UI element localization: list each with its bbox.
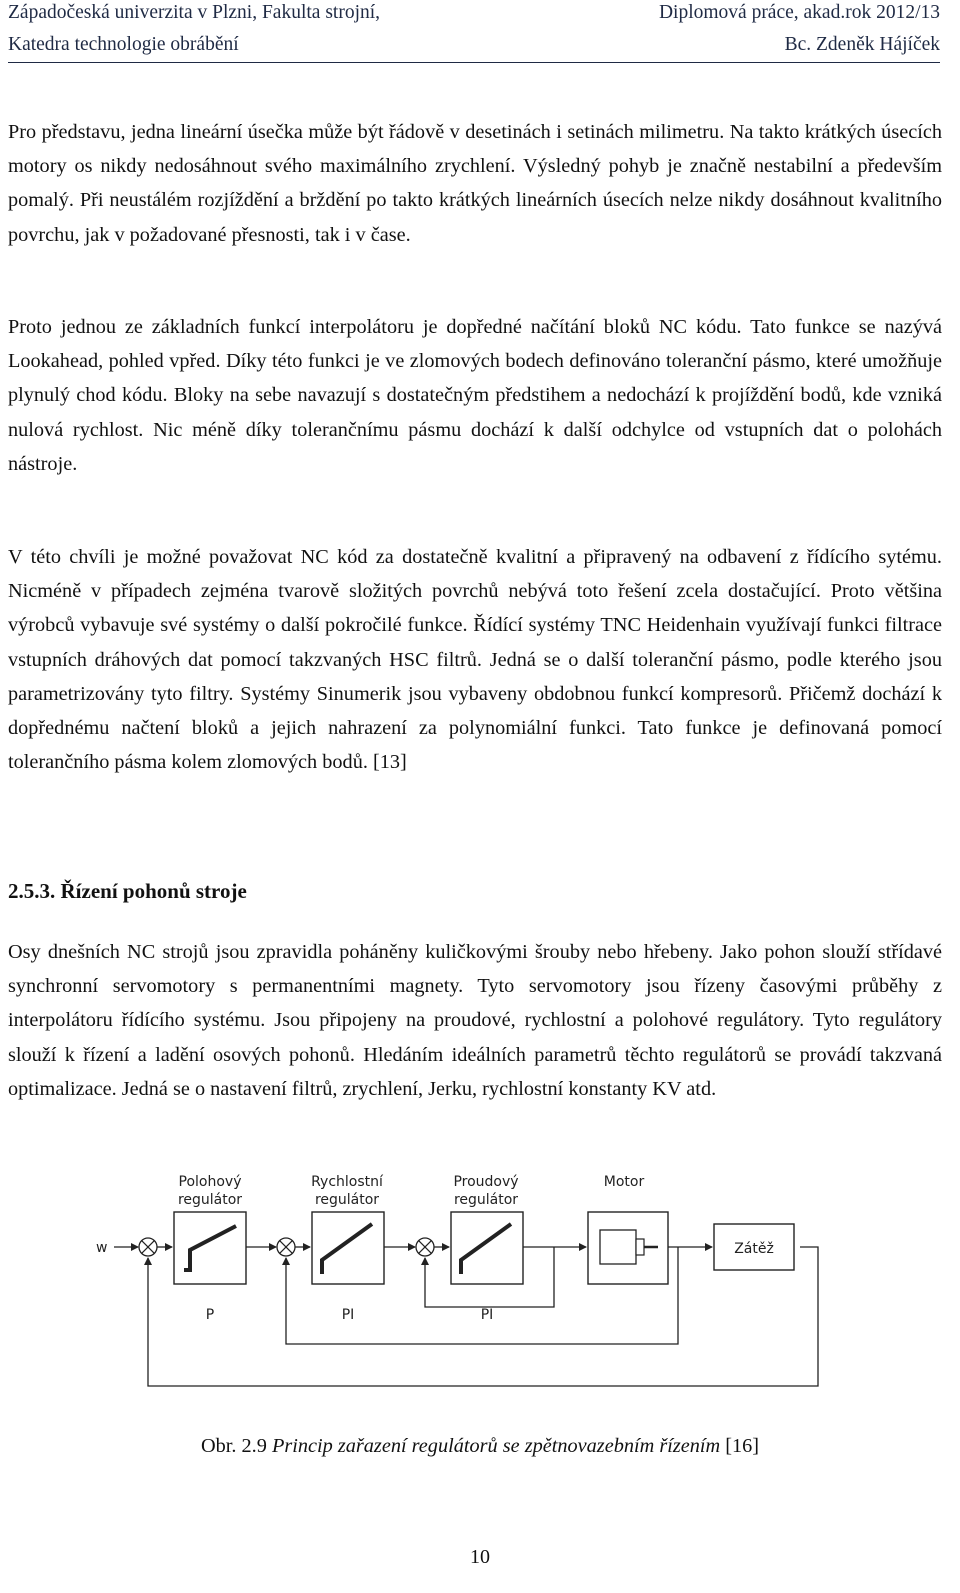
header-divider xyxy=(8,62,940,63)
label-speed-regulator-1: Rychlostní xyxy=(311,1174,383,1190)
summing-junction-3 xyxy=(416,1238,434,1256)
input-label-w: w xyxy=(96,1240,108,1256)
label-position-regulator-1: Polohový xyxy=(178,1174,242,1190)
paragraph-1: Pro představu, jedna lineární úsečka může být řádově v desetinách i setinách milimetru. Na takto krátkých úsecích motory os nikdy nedosáhnout svého maximálního zrychlení. Výsledný pohyb je značně nestabilní a především pomalý. Při neustálém rozjíždění a brždění po takto krátkých lineárních úsecích nelze nikdy dosáhnout kvalitního povrchu, jak v požadované přesnosti, tak i v čase. xyxy=(8,121,942,246)
caption-reference: [16] xyxy=(720,1435,760,1457)
header-department: Katedra technologie obrábění xyxy=(8,34,239,55)
caption-title: Princip zařazení regulátorů se zpětnovazebním řízením xyxy=(271,1435,721,1457)
label-motor: Motor xyxy=(603,1174,645,1190)
section-heading: 2.5.3. Řízení pohonů stroje xyxy=(8,879,247,903)
paragraph-2: Proto jednou ze základních funkcí interpolátoru je dopředné načítání bloků NC kódu. Tato funkce se nazývá Lookahead, pohled vpřed. Díky této funkci je ve zlomových bodech definováno toleranční pásmo, které umožňuje plynulý chod kódu. Bloky na sebe navazují s dostatečným předstihem a nedochází k projíždění bodů, kde vzniká nulová rychlost. Nic méně díky tolerančnímu pásmu dochází k další odchylce od vstupních dat o polohách nástroje. xyxy=(8,316,942,475)
header-university: Západočeská univerzita v Plzni, Fakulta strojní, xyxy=(8,2,381,23)
type-label-pi-2: PI xyxy=(480,1307,494,1323)
motor-block xyxy=(588,1212,668,1284)
figure-caption xyxy=(0,1432,960,1460)
label-speed-regulator-2: regulátor xyxy=(314,1192,380,1208)
paragraph-4: Osy dnešních NC strojů jsou zpravidla poháněny kuličkovými šrouby nebo hřebeny. Jako pohon slouží střídavé synchronní servomotory s permanentními magnety. Tyto servomotory jsou řízeny časovými průběhy z interpolátoru řídícího systému. Jsou připojeny na proudové, rychlostní a polohové regulátory. Tyto regulátory slouží k řízení a ladění osových pohonů. Hledáním ideálních parametrů těchto regulátorů se provádí takzvaná optimalizace. Jedná se o nastavení filtrů, zrychlení, Jerku, rychlostní konstanty KV atd. xyxy=(8,941,942,1100)
caption-prefix: Obr. 2.9 xyxy=(200,1435,272,1457)
header-thesis: Diplomová práce, akad.rok 2012/13 xyxy=(658,2,940,23)
summing-junction-1 xyxy=(139,1238,157,1256)
load-label: Zátěž xyxy=(734,1241,774,1257)
page-number: 10 xyxy=(470,1546,490,1568)
summing-junction-2 xyxy=(277,1238,295,1256)
label-current-regulator-2: regulátor xyxy=(453,1192,519,1208)
regulator-block-diagram xyxy=(84,1162,874,1412)
header-author: Bc. Zdeněk Hájíček xyxy=(784,34,940,55)
p-regulator-block xyxy=(174,1212,246,1284)
pi-current-regulator-block xyxy=(451,1212,523,1284)
label-position-regulator-2: regulátor xyxy=(177,1192,243,1208)
paragraph-3: V této chvíli je možné považovat NC kód za dostatečně kvalitní a připravený na odbavení z řídícího sytému. Nicméně v případech zejména tvarově složitých povrchů nebývá toto řešení zcela dostačující. Proto většina výrobců vybavuje své systémy o další pokročilé funkce. Řídící systémy TNC Heidenhain využívají funkci filtrace vstupních dráhových dat pomocí takzvaných HSC filtrů. Jedná se o další toleranční pásmo, podle kterého jsou parametrizovány tyto filtry. Systémy Sinumerik jsou vybaveny obdobnou funkcí kompresorů. Přičemž dochází k dopřednému načtení bloků a jejich nahrazení za polynomiální funkci. Tato funkce je definovaná pomocí tolerančního pásma kolem zlomových bodů. [13] xyxy=(8,546,942,774)
type-label-p: P xyxy=(205,1307,215,1323)
type-label-pi-1: PI xyxy=(341,1307,355,1323)
label-current-regulator-1: Proudový xyxy=(453,1174,519,1190)
pi-speed-regulator-block xyxy=(312,1212,384,1284)
